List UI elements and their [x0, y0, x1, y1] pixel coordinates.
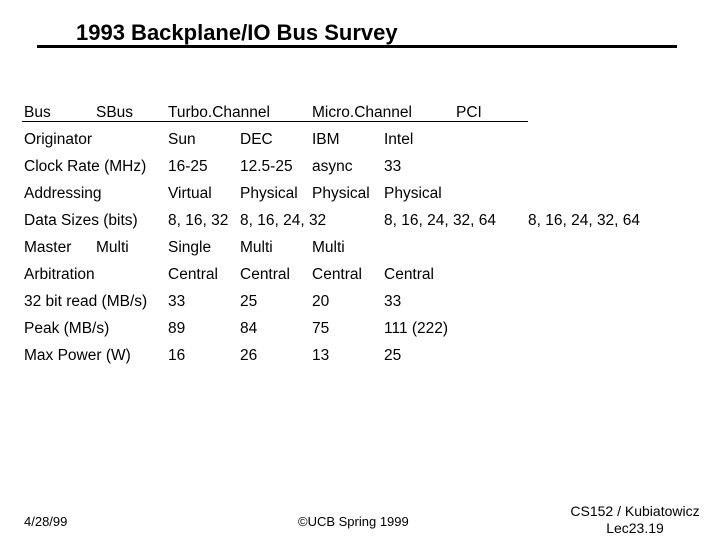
row-label: 32 bit read (MB/s)	[24, 293, 148, 310]
cell-microchannel: async	[312, 158, 353, 175]
cell-turbochannel: 8, 16, 24, 32	[240, 212, 327, 229]
cell-sbus: Sun	[168, 131, 196, 148]
row-label: Originator	[24, 131, 93, 148]
cell-sbus: 16-25	[168, 158, 208, 175]
cell-turbochannel: DEC	[240, 131, 273, 148]
footer-copyright: ©UCB Spring 1999	[298, 514, 409, 529]
title-underline	[37, 45, 677, 48]
footer-course	[560, 503, 710, 537]
cell-sbus: Virtual	[168, 185, 212, 202]
header-sbus: SBus	[96, 104, 134, 121]
cell-pci: Physical	[384, 185, 442, 202]
footer-course-name: CS152 / Kubiatowicz	[570, 503, 700, 519]
cell-microchannel: 13	[312, 347, 330, 364]
row-label: Data Sizes (bits)	[24, 212, 138, 229]
cell-microchannel: 20	[312, 293, 330, 310]
footer-lecture: Lec23.19	[606, 520, 664, 536]
cell-microchannel: IBM	[312, 131, 340, 148]
header-underline	[22, 121, 528, 122]
cell-pci: 111 (222)	[384, 320, 449, 337]
cell-pci: 25	[384, 347, 402, 364]
cell-turbochannel: 26	[240, 347, 258, 364]
cell-sbus: 89	[168, 320, 186, 337]
cell-sbus: 33	[168, 293, 186, 310]
row-label: Max Power (W)	[24, 347, 131, 364]
cell-sbus: Single	[168, 239, 212, 256]
cell-pci: 33	[384, 293, 402, 310]
header-pci: PCI	[456, 104, 482, 121]
cell-microchannel: 8, 16, 24, 32, 64	[384, 212, 497, 229]
row-label: Addressing	[24, 185, 102, 202]
cell-sbus: Central	[168, 266, 218, 283]
cell-turbochannel: 84	[240, 320, 258, 337]
cell-turbochannel: 25	[240, 293, 258, 310]
cell-sbus: 8, 16, 32	[168, 212, 229, 229]
cell-turbochannel: Central	[240, 266, 290, 283]
cell-pci: 33	[384, 158, 402, 175]
cell-sbus: 16	[168, 347, 186, 364]
cell-pci: Intel	[384, 131, 414, 148]
cell-turbochannel: 12.5-25	[240, 158, 293, 175]
footer-date: 4/28/99	[24, 514, 68, 529]
row-label: Master	[24, 239, 72, 256]
cell-pci: 8, 16, 24, 32, 64	[528, 212, 641, 229]
row-label: Arbitration	[24, 266, 95, 283]
row-label: Peak (MB/s)	[24, 320, 110, 337]
cell-pci: Central	[384, 266, 434, 283]
cell-turbochannel: Multi	[240, 239, 273, 256]
row-label-extra: Multi	[96, 239, 129, 256]
cell-microchannel: Central	[312, 266, 362, 283]
cell-turbochannel: Physical	[240, 185, 298, 202]
header-bus: Bus	[24, 104, 51, 121]
header-turbochannel: Turbo.Channel	[168, 104, 270, 121]
cell-microchannel: 75	[312, 320, 330, 337]
cell-microchannel: Multi	[312, 239, 345, 256]
slide-title: 1993 Backplane/IO Bus Survey	[76, 20, 398, 45]
cell-microchannel: Physical	[312, 185, 370, 202]
header-microchannel: Micro.Channel	[312, 104, 412, 121]
row-label: Clock Rate (MHz)	[24, 158, 147, 175]
